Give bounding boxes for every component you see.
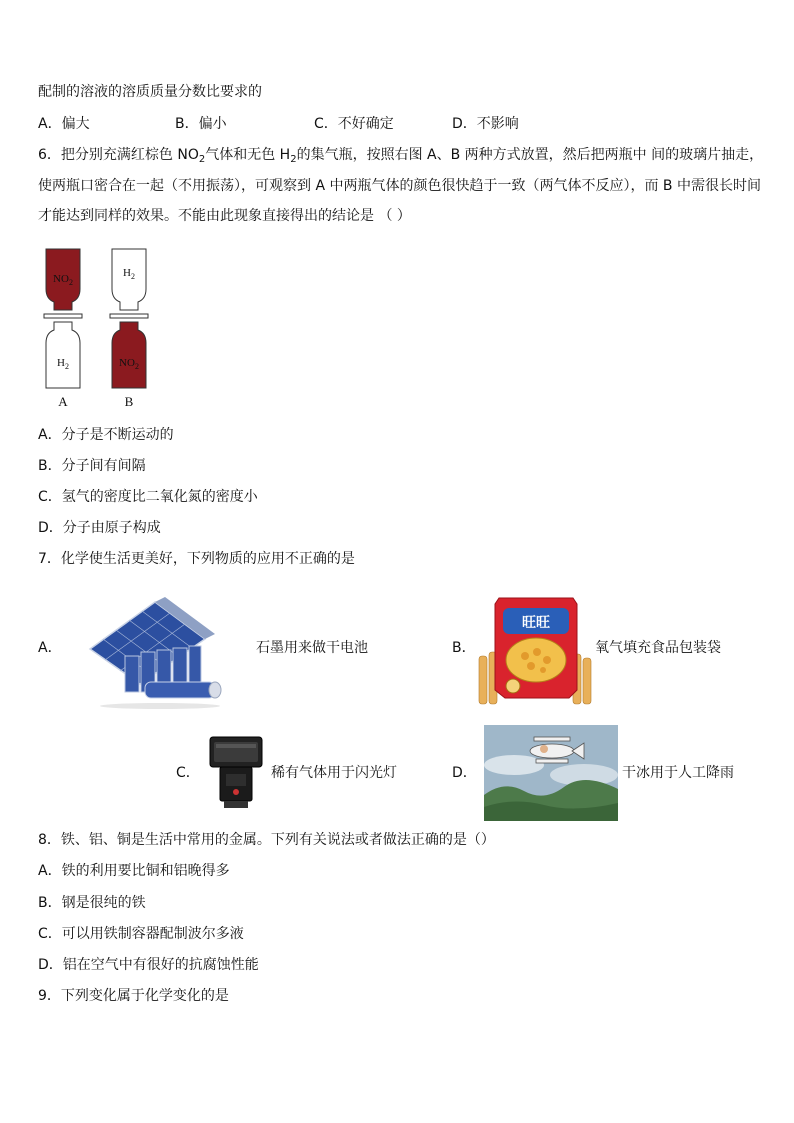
q7-option-c-letter: C．: [176, 765, 200, 781]
q5-option-a: A．偏大: [38, 116, 90, 132]
q7-stem: 7．化学使生活更美好，下列物质的应用不正确的是: [38, 551, 355, 567]
q5-option-c: C．不好确定: [314, 116, 394, 132]
q6-stem-line2: 使两瓶口密合在一起（不用振荡），可观察到 A 中两瓶气体的颜色很快趋于一致（两气体不反应），而 B 中需很长时间: [38, 178, 761, 194]
q9-stem: 9．下列变化属于化学变化的是: [38, 988, 229, 1004]
svg-text:旺旺: 旺旺: [522, 615, 550, 631]
q7-option-d-letter: D．: [452, 765, 477, 781]
bottle-a-bottom: [46, 322, 80, 388]
snack-bag-image: [477, 594, 595, 708]
glass-plate-b: [110, 314, 148, 318]
svg-text:H2: $H_2$: [57, 357, 69, 371]
q7-option-c-text: 稀有气体用于闪光灯: [271, 765, 397, 781]
label-b: B: [124, 394, 134, 409]
q6-option-c: C．氢气的密度比二氧化氮的密度小: [38, 489, 258, 505]
q7-option-b-letter: B．: [452, 640, 476, 656]
q8-option-d: D．铝在空气中有很好的抗腐蚀性能: [38, 957, 259, 973]
glass-plate-a: [44, 314, 82, 318]
q6-option-a: A．分子是不断运动的: [38, 427, 174, 443]
q7-option-b-text: 氧气填充食品包装袋: [595, 640, 721, 656]
q7-option-d-text: 干冰用于人工降雨: [622, 765, 734, 781]
q5-option-b: B．偏小: [175, 116, 227, 132]
bottle-a-top: [46, 249, 80, 310]
cloud-seeding-plane-image: [484, 725, 618, 821]
bottle-b-top: [112, 249, 146, 310]
q8-option-b: B．钢是很纯的铁: [38, 895, 146, 911]
q6-stem-line3: 才能达到同样的效果。不能由此现象直接得出的结论是 （ ）: [38, 208, 411, 224]
camera-flash-image: [202, 734, 268, 810]
bottle-b-bottom: [112, 322, 146, 388]
label-a: A: [58, 394, 68, 409]
q8-option-a: A．铁的利用要比铜和铝晚得多: [38, 863, 230, 879]
q8-option-c: C．可以用铁制容器配制波尔多液: [38, 926, 244, 942]
solar-house-battery-image: [85, 594, 235, 709]
svg-text:NO2: $NO_2$: [119, 357, 139, 371]
q6-option-d: D．分子由原子构成: [38, 520, 161, 536]
svg-text:NO2: $NO_2$: [53, 273, 73, 287]
svg-text:H2: $H_2$: [123, 267, 135, 281]
q8-stem: 8．铁、铝、铜是生活中常用的金属。下列有关说法或者做法正确的是（）: [38, 832, 495, 848]
q7-option-a-text: 石墨用来做干电池: [256, 640, 368, 656]
q5-option-d: D．不影响: [452, 116, 519, 132]
q7-option-a-letter: A．: [38, 640, 62, 656]
q6-option-b: B．分子间有间隔: [38, 458, 146, 474]
q5-stem-tail: 配制的溶液的溶质质量分数比要求的: [38, 84, 262, 100]
gas-bottles-figure: [36, 244, 166, 414]
q6-stem-line1: 6．把分别充满红棕色 $NO_2$气体和无色 $H_2$的集气瓶，按照右图 A、B 两种方式放置，然后把两瓶中 间的玻璃片抽走，: [38, 147, 764, 165]
